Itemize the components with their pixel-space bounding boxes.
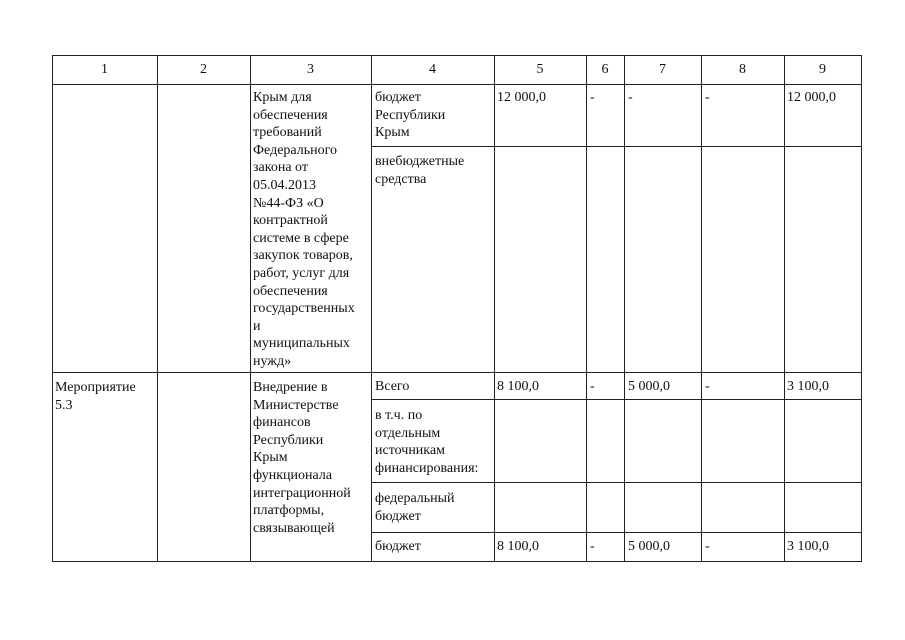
col-divider-1-2 [157, 55, 158, 562]
group-1-budget-col8: - [705, 90, 710, 105]
header-col-8: 8 [739, 62, 746, 77]
header-col-6: 6 [601, 62, 609, 77]
group-2-budget-col6: - [590, 539, 595, 554]
group-1-budget-col9: 12 000,0 [787, 90, 836, 105]
header-col-3: 3 [307, 62, 314, 77]
row-line-sources [371, 482, 862, 483]
group-2-budget-col5: 8 100,0 [497, 539, 539, 554]
table-border-right [861, 55, 862, 562]
row-line-budget-crimea [371, 146, 862, 147]
group-2-budget-col7: 5 000,0 [628, 539, 670, 554]
header-col-5: 5 [536, 62, 544, 77]
group-2-event-description: Внедрение в Министерстве финансов Республики Крым функционала интеграционной платформы, связывающей [253, 380, 351, 536]
col-divider-5-6 [586, 55, 587, 562]
table-border-left [52, 55, 53, 562]
group-2-event-number: Мероприятие 5.3 [55, 380, 136, 413]
row-group-1-bottom-line [52, 372, 862, 373]
header-col-4: 4 [429, 62, 436, 77]
row-line-federal [371, 532, 862, 533]
col-divider-4-5 [494, 55, 495, 562]
table-border-bottom [52, 561, 862, 562]
group-1-budget-col7: - [628, 90, 633, 105]
header-col-7: 7 [659, 62, 666, 77]
group-1-budget-col6: - [590, 90, 595, 105]
header-col-2: 2 [200, 62, 207, 77]
group-2-total-col5: 8 100,0 [497, 379, 539, 394]
group-2-total-col9: 3 100,0 [787, 379, 829, 394]
table-border-top [52, 55, 862, 56]
group-1-event-description: Крым для обеспечения требований Федерального закона от 05.04.2013 №44-ФЗ «О контрактной системе в сфере закупок товаров, работ, услуг для обеспечения государственных и муниципальных нужд» [253, 90, 355, 369]
header-col-1: 1 [101, 62, 108, 77]
col-divider-8-9 [784, 55, 785, 562]
group-1-source-budget: бюджет Республики Крым [375, 90, 446, 141]
group-1-budget-col5: 12 000,0 [497, 90, 546, 105]
group-1-source-extrabudget: внебюджетные средства [375, 154, 465, 187]
header-col-9: 9 [819, 62, 826, 77]
group-2-source-total: Всего [375, 379, 410, 394]
col-divider-2-3 [250, 55, 251, 562]
group-2-budget-col9: 3 100,0 [787, 539, 829, 554]
group-2-total-col7: 5 000,0 [628, 379, 670, 394]
group-2-source-federal: федеральный бюджет [375, 491, 455, 524]
col-divider-6-7 [624, 55, 625, 562]
col-divider-3-4 [371, 55, 372, 562]
group-2-source-by-sources: в т.ч. по отдельным источникам финансирования: [375, 408, 479, 476]
header-bottom-line [52, 84, 862, 85]
group-2-budget-col8: - [705, 539, 710, 554]
col-divider-7-8 [701, 55, 702, 562]
group-2-source-budget: бюджет [375, 539, 421, 554]
group-2-total-col8: - [705, 379, 710, 394]
row-line-total [371, 399, 862, 400]
group-2-total-col6: - [590, 379, 595, 394]
